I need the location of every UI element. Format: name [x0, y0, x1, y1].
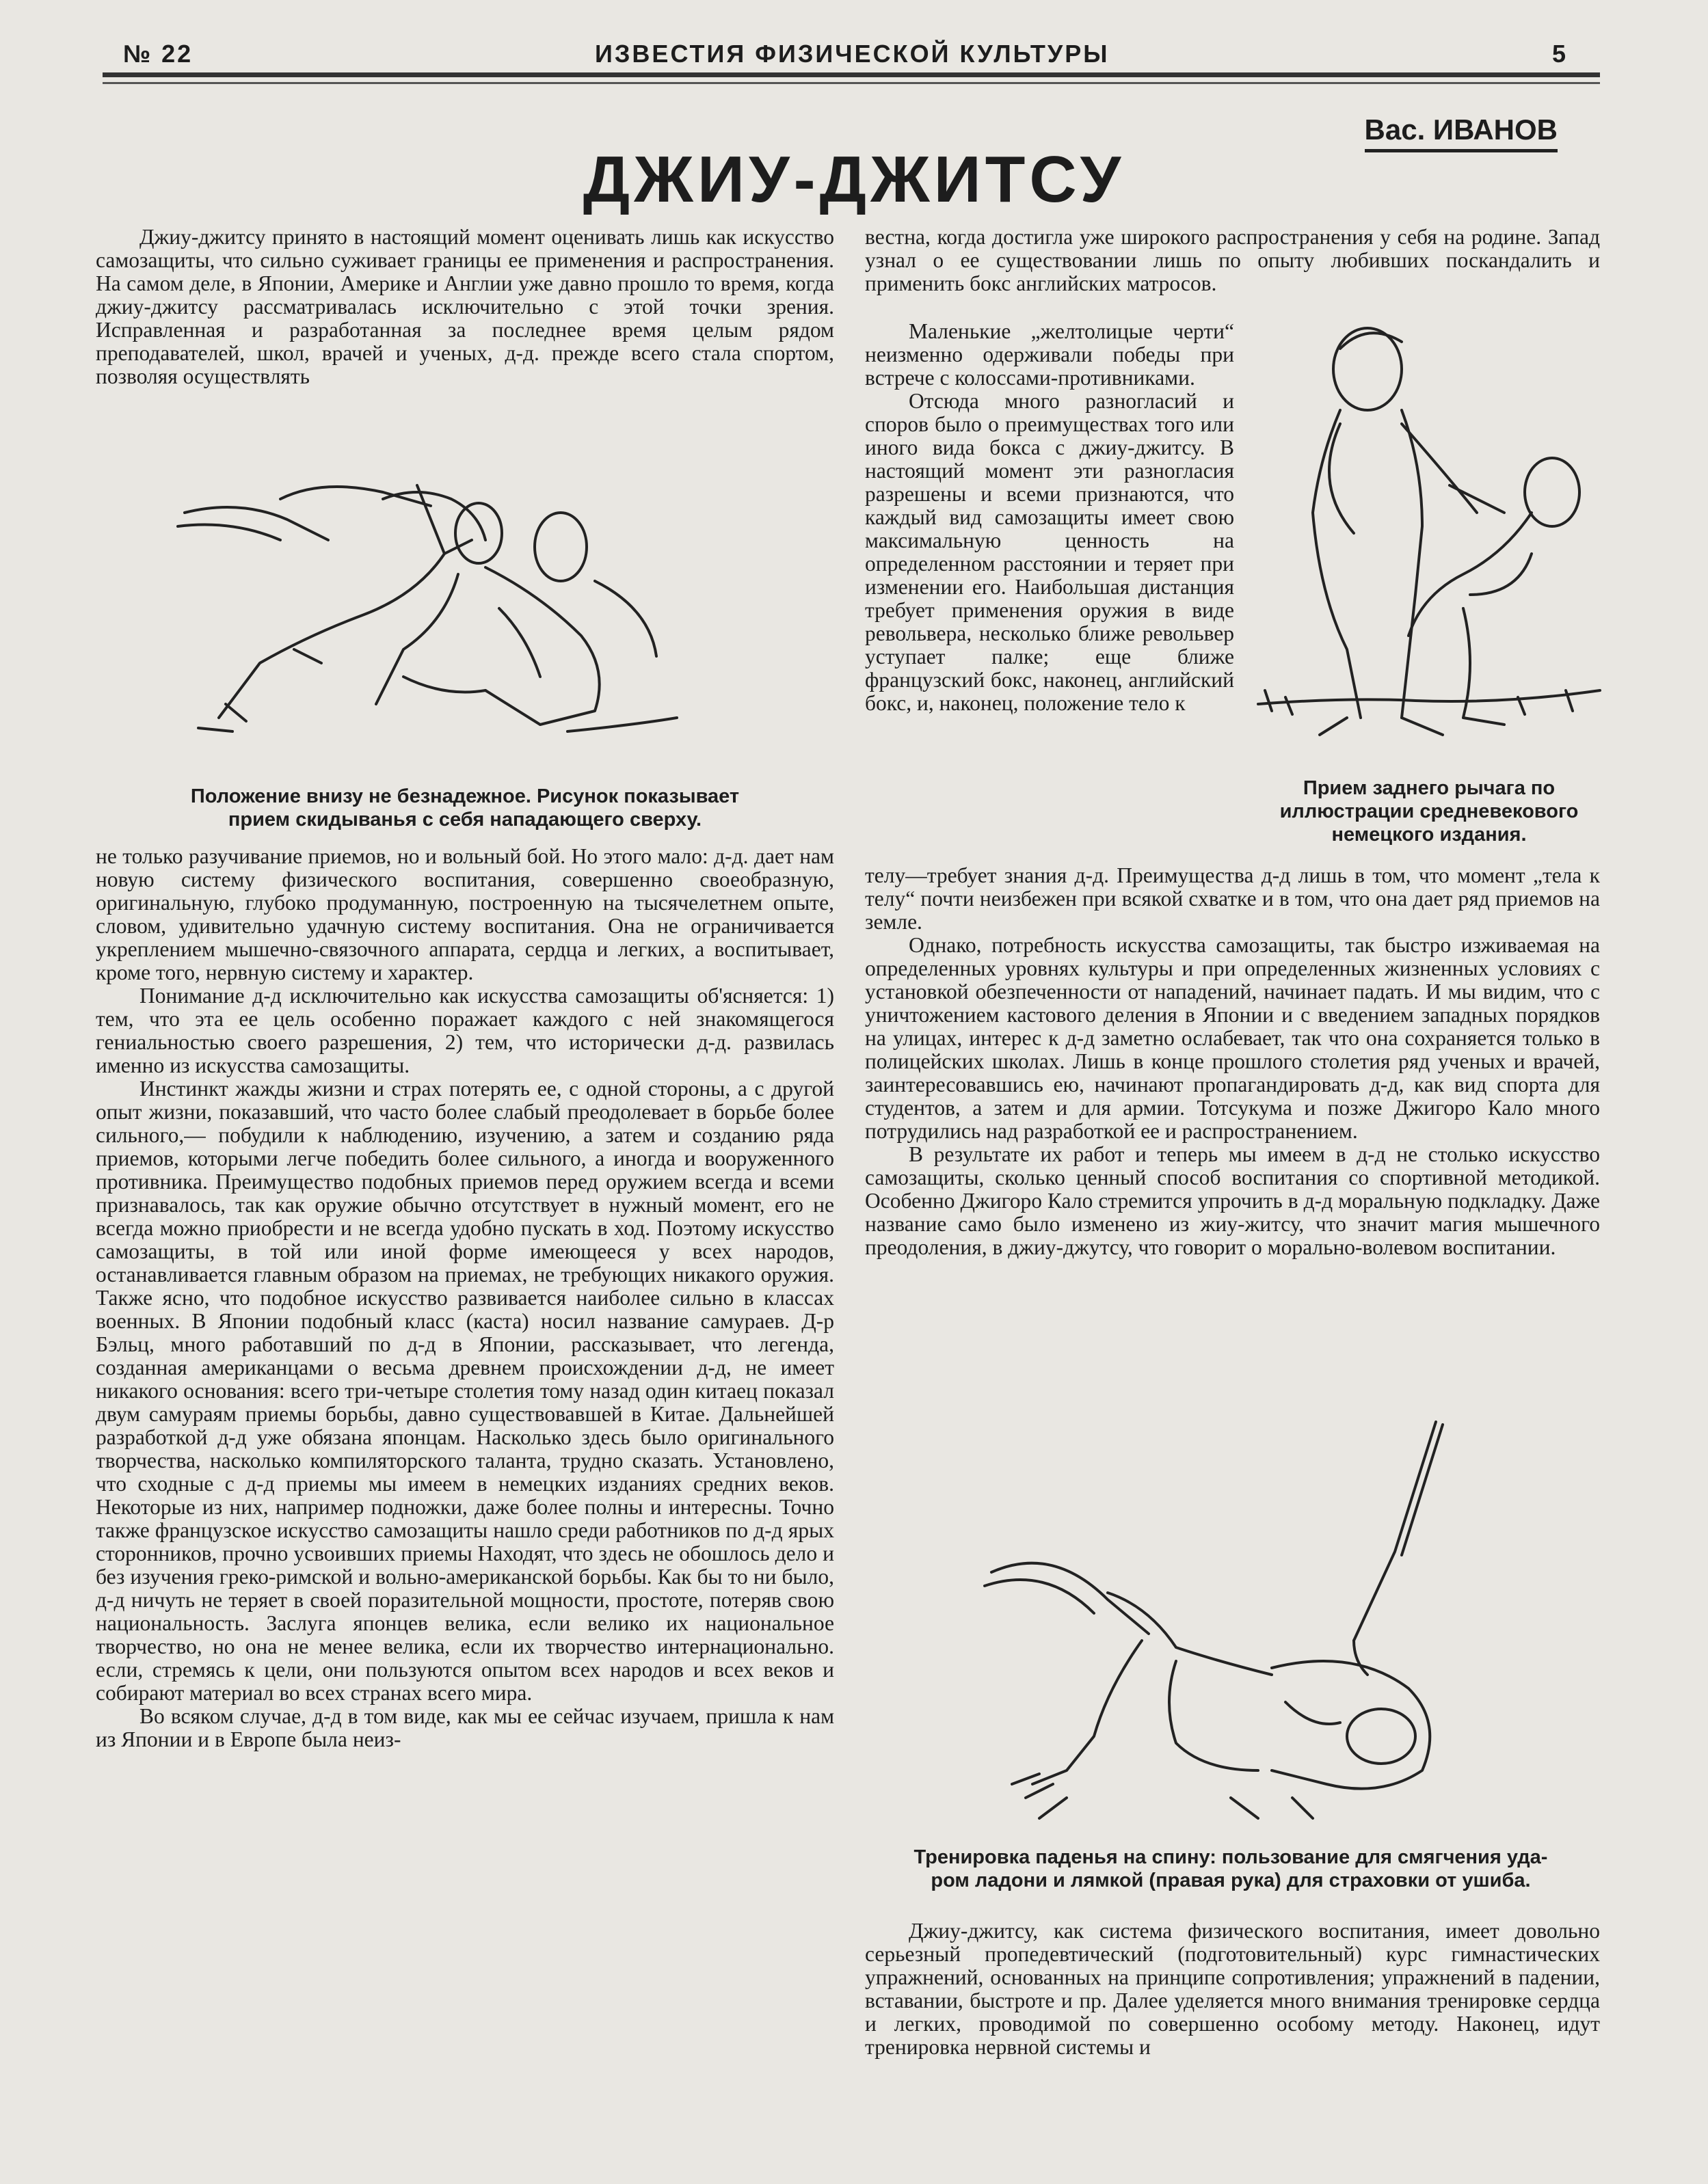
header-rule-thin: [103, 82, 1600, 84]
caption-line: немецкого издания.: [1331, 824, 1527, 846]
fig2-caption: [1251, 777, 1607, 846]
back-lever-drawing-icon: [1244, 308, 1607, 745]
fig3-caption: [848, 1846, 1614, 1892]
paragraph: Отсюда много разногласий и споров было о преимуществах того или иного вида бокса с джиу-джитсу. В настоящий момент эти разногласия разрешены и всеми признаются, что каждый вид самозащиты имеет свою максимальную ценность на определенном расстоянии и теряет при изменении его. Наибольшая дистанция требует применения оружия в виде револьвера, несколько ближе револьвер уступает палке; еще ближе французский бокс, наконец, английский бокс, и, наконец, положение тело к: [865, 389, 1234, 715]
paragraph: не только разучивание приемов, но и вольный бой. Но этого мало: д-д. дает нам новую систему физического воспитания, совершенно своеобразную, оригинальную, глубоко продуманную, построенную на тысячелетнем опыте, словом, удивительно удачную систему воспитания. Она не ограничивается укреплением мышечно-связочного аппарата, сердца и легких, а воспитывает, кроме того, нервную систему и характер.: [96, 844, 834, 984]
left-main-text: [96, 845, 834, 1751]
caption-line: Прием заднего рычага по: [1303, 777, 1556, 799]
header-rule: [103, 72, 1600, 77]
paragraph: Инстинкт жажды жизни и страх потерять ее, с одной стороны, а с другой опыт жизни, показавший, что часто более слабый преодолевает в борьбе более сильного,— побудили к наблюдению, изучению, а затем и созданию ряда приемов, которыми легче победить более сильного, а иногда и вооруженного противника. Преимущество подобных приемов перед оружием всегда и всеми признавалось, так как оружие обычно отсутствует в нужный момент, его не всегда можно приобрести и не всегда удобно пускать в ход. Поэтому искусство самозащиты, в той или иной форме имеющееся у всех народов, останавливается главным образом на приемах, не требующих никакого оружия. Также ясно, что подобное искусство развивается наиболее сильно в классах военных. В Японии подобный класс (каста) носил название самураев. Д-р Бэльц, много работавший по д-д в Японии, рассказывает, что легенда, созданная американцами о весьма древнем происхождении д-д, не имеет никакого основания: всего три-четыре столетия тому назад один китаец показал двум самураям приемы борьбы, давно существовавшей в Китае. Дальнейшей разработкой д-д уже обязана японцам. Насколько здесь было оригинального творчества, насколько компиляторского таланта, трудно сказать. Установлено, что сходные с д-д приемы мы имеем в немецких изданиях средних веков. Некоторые из них, например подножки, даже более полны и интересны. Точно также французское искусство самозащиты нашло среди работников по д-д ярых сторонников, прочно усвоивших приемы Находят, что здесь не обошлось дело и без изучения греко-римской и вольно-американской борьбы. Как бы то ни было, д-д ничуть не теряет в своей поразительной мощности, простоте, потеряв свою национальность. Заслуга японцев велика, если велико их национальное творчество, но она не менее велика, если их творчество интернационально. если, стремясь к цели, они пользуются опытом всех народов и всех веков и собирают материал во всех странах всего мира.: [96, 1077, 834, 1705]
caption-line: прием скидыванья с себя нападающего сверху.: [228, 809, 702, 831]
paragraph: Во всяком случае, д-д в том виде, как мы ее сейчас изучаем, пришла к нам из Японии и в Европе была неиз-: [96, 1704, 834, 1751]
article-author: Вас. ИВАНОВ: [1365, 113, 1558, 152]
right-top-text: [865, 226, 1600, 295]
paragraph: телу—требует знания д-д. Преимущества д-д лишь в том, что момент „тела к телу“ почти неизбежен при всякой схватке и в том, что она дает ряд приемов на земле.: [865, 863, 1600, 934]
page-number: 5: [1552, 40, 1569, 68]
paragraph: Маленькие „желтолицые черти“ неизменно одерживали победы при встрече с колоссами-противниками.: [865, 319, 1234, 390]
article-title: ДЖИУ-ДЖИТСУ: [583, 143, 1125, 216]
paragraph: Однако, потребность искусства самозащиты, так быстро изживаемая на определенных уровнях культуры и при определенных жизненных условиях с установкой обезпеченности от нападений, начинает падать. И мы видим, что с уничтожением кастового деления в Японии и с введением западных порядков на улицах, интерес к д-д заметно ослабевает, так что она сохраняется только в полицейских школах. Лишь в конце прошлого столетия ряд ученых и врачей, заинтересовавшись ею, начинают пропагандировать д-д, как вид спорта для студентов, а затем и для армии. Тотсукума и позже Джигоро Кало много потрудились над разработкой ее и распространением.: [865, 933, 1600, 1143]
paragraph: Джиу-джитсу принято в настоящий момент оценивать лишь как искусство самозащиты, что сильно суживает границы ее применения и распространения. На самом деле, в Японии, Америке и Англии уже давно прошло то время, когда джиу-джитсу рассматривалась исключительно с этой точки зрения. Исправленная и разработанная за последнее время целым рядом преподавателей, школ, врачей и ученых, д-д. прежде всего стала спортом, позволяя осуществлять: [96, 225, 834, 388]
fig1-caption: [96, 785, 834, 831]
paragraph: В результате их работ и теперь мы имеем в д-д не столько искусство самозащиты, сколько ценный способ воспитания со спортивной методикой. Особенно Джигоро Кало стремится упрочить в д-д моральную подкладку. Даже название само было изменено из жиу-житсу, что значит магия мышечного преодоления, в джиу-джутсу, что говорит о морально-волевом воспитании.: [865, 1142, 1600, 1259]
right-narrow-text: [865, 320, 1234, 715]
backfall-training-drawing-icon: [971, 1415, 1491, 1839]
caption-line: Положение внизу не безнадежное. Рисунок показывает: [190, 785, 740, 807]
caption-line: иллюстрации средневекового: [1279, 800, 1579, 822]
right-bottom-text: [865, 1919, 1600, 2059]
left-intro-text: [96, 226, 834, 388]
caption-line: ром ладони и лямкой (правая рука) для страховки от ушиба.: [931, 1870, 1531, 1891]
issue-number: № 22: [123, 40, 194, 68]
right-full-text: [865, 864, 1600, 1259]
caption-line: Тренировка паденья на спину: пользование для смягчения уда-: [913, 1846, 1548, 1868]
paragraph: Джиу-джитсу, как система физического воспитания, имеет довольно серьезный пропедевтический (подготовительный) курс гимнастических упражнений, основанных на принципе сопротивления; упражнений в падении, вставании, быстроте и пр. Далее уделяется много внимания тренировке сердца и легких, проводимой по совершенно особому методу. Наконец, идут тренировка нервной системы и: [865, 1919, 1600, 2059]
paragraph: Понимание д-д исключительно как искусства самозащиты об'ясняется: 1) тем, что эта ее цель особенно поражает каждого с ней знакомящегося гениальностью своего разрешения, 2) тем, что исторически д-д. развилась именно из искусства самозащиты.: [96, 984, 834, 1077]
wrestlers-ground-drawing-icon: [157, 458, 773, 752]
journal-title: ИЗВЕСТИЯ ФИЗИЧЕСКОЙ КУЛЬТУРЫ: [595, 40, 1110, 68]
paragraph: вестна, когда достигла уже широкого распространения у себя на родине. Запад узнал о ее существовании лишь по опыту любивших поскандалить и применить бокс английских матросов.: [865, 225, 1600, 295]
